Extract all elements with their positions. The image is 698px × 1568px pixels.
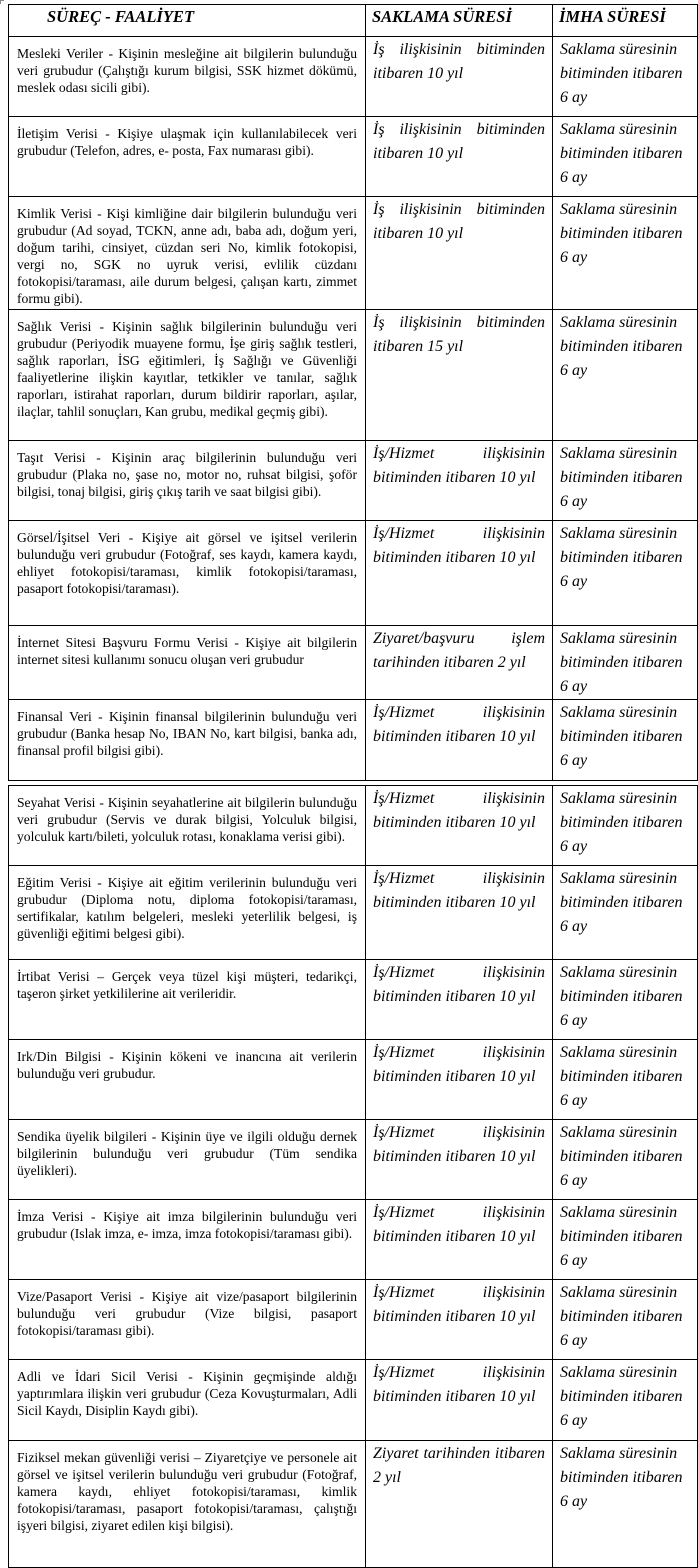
destruction-period: Saklama süresinin bitiminden itibaren 6 ay [553, 1040, 698, 1120]
table-row [9, 960, 698, 1040]
table-row [9, 441, 698, 521]
category-description: Eğitim Verisi - Kişiye ait eğitim verilerinin bulunduğu veri grubudur (Diploma notu, diploma fotokopisi/taraması, sertifikalar, katılım belgeleri, mesleki yeterlilik belgesi, iş güvenliği eğitimi belgesi gibi). [9, 866, 366, 960]
retention-period: İş/Hizmet ilişkisinin bitiminden itibaren 10 yıl [366, 866, 553, 960]
table-row [9, 866, 698, 960]
table-row [9, 521, 698, 626]
destruction-period: Saklama süresinin bitiminden itibaren 6 ay [553, 441, 698, 521]
retention-period: İş ilişkisinin bitiminden itibaren 10 yıl [366, 197, 553, 310]
category-description: Mesleki Veriler - Kişinin mesleğine ait bilgilerin bulunduğu veri grubudur (Çalıştığı kurum bilgisi, SSK hizmet dökümü, meslek odası sicili gibi). [9, 37, 366, 117]
category-description: Görsel/İşitsel Veri - Kişiye ait görsel ve işitsel verilerin bulunduğu veri grubudur (Fotoğraf, ses kaydı, kamera kaydı, ehliyet fotokopisi/taraması, kimlik fotokopisi/taraması, pasaport fotokopisi/taraması). [9, 521, 366, 626]
category-description: Sağlık Verisi - Kişinin sağlık bilgilerinin bulunduğu veri grubudur (Periyodik muayene formu, İşe giriş sağlık testleri, sağlık raporları, İSG eğitimleri, İş Sağlığı ve Güvenliği faaliyetlerine ilişkin kayıtlar, tetkikler ve tanılar, sağlık raporları, istirahat raporları, durum bildirir raporları, aşılar, ilaçlar, tahlil sonuçları, Kan grubu, medikal geçmiş gibi). [9, 310, 366, 441]
retention-period: İş/Hizmet ilişkisinin bitiminden itibaren 10 yıl [366, 1200, 553, 1280]
header-process: SÜREÇ - FAALİYET [9, 5, 366, 37]
retention-period: İş/Hizmet ilişkisinin bitiminden itibaren 10 yıl [366, 960, 553, 1040]
table-row [9, 626, 698, 700]
table-row [9, 1200, 698, 1280]
destruction-period: Saklama süresinin bitiminden itibaren 6 ay [553, 1280, 698, 1360]
category-description: Taşıt Verisi - Kişinin araç bilgilerinin bulunduğu veri grubudur (Plaka no, şase no, motor no, ruhsat bilgisi, şoför bilgisi, tonaj bilgisi, giriş çıkış tarih ve saat bilgisi gibi). [9, 441, 366, 521]
category-description: Sendika üyelik bilgileri - Kişinin üye ve ilgili olduğu dernek bilgilerinin bulunduğu veri grubudur (Tüm sendika üyelikleri). [9, 1120, 366, 1200]
table-row [9, 197, 698, 310]
retention-period: İş ilişkisinin bitiminden itibaren 15 yıl [366, 310, 553, 441]
retention-period: İş ilişkisinin bitiminden itibaren 10 yıl [366, 117, 553, 197]
category-description: Seyahat Verisi - Kişinin seyahatlerine ait bilgilerin bulunduğu veri grubudur (Servis ve durak bilgisi, Yolculuk bilgisi, yolculuk kartı/bileti, yolculuk rotası, konaklama verisi gibi). [9, 786, 366, 866]
header-retention: SAKLAMA SÜRESİ [366, 5, 553, 37]
destruction-period: Saklama süresinin bitiminden itibaren 6 ay [553, 866, 698, 960]
table-row [9, 1040, 698, 1120]
retention-table-1 [8, 4, 698, 781]
destruction-period: Saklama süresinin bitiminden itibaren 6 ay [553, 310, 698, 441]
retention-period: İş/Hizmet ilişkisinin bitiminden itibaren 10 yıl [366, 1360, 553, 1441]
category-description: İletişim Verisi - Kişiye ulaşmak için kullanılabilecek veri grubudur (Telefon, adres, e- posta, Fax numarası gibi). [9, 117, 366, 197]
header-destruction: İMHA SÜRESİ [553, 5, 698, 37]
destruction-period: Saklama süresinin bitiminden itibaren 6 ay [553, 521, 698, 626]
retention-period: İş/Hizmet ilişkisinin bitiminden itibaren 10 yıl [366, 441, 553, 521]
destruction-period: Saklama süresinin bitiminden itibaren 6 ay [553, 1441, 698, 1568]
retention-period: İş/Hizmet ilişkisinin bitiminden itibaren 10 yıl [366, 521, 553, 626]
retention-period: İş/Hizmet ilişkisinin bitiminden itibaren 10 yıl [366, 786, 553, 866]
table-row [9, 786, 698, 866]
destruction-period: Saklama süresinin bitiminden itibaren 6 ay [553, 700, 698, 781]
retention-period: İş/Hizmet ilişkisinin bitiminden itibaren 10 yıl [366, 1120, 553, 1200]
destruction-period: Saklama süresinin bitiminden itibaren 6 ay [553, 1200, 698, 1280]
destruction-period: Saklama süresinin bitiminden itibaren 6 ay [553, 786, 698, 866]
destruction-period: Saklama süresinin bitiminden itibaren 6 ay [553, 1120, 698, 1200]
destruction-period: Saklama süresinin bitiminden itibaren 6 ay [553, 37, 698, 117]
category-description: İrtibat Verisi – Gerçek veya tüzel kişi müşteri, tedarikçi, taşeron şirket yetkililerine ait verileridir. [9, 960, 366, 1040]
page-corner-mark [0, 0, 4, 4]
destruction-period: Saklama süresinin bitiminden itibaren 6 ay [553, 117, 698, 197]
retention-period: Ziyaret tarihinden itibaren 2 yıl [366, 1441, 553, 1568]
table-row [9, 117, 698, 197]
category-description: İmza Verisi - Kişiye ait imza bilgilerinin bulunduğu veri grubudur (Islak imza, e- imza, imza fotokopisi/taraması gibi). [9, 1200, 366, 1280]
retention-period: İş ilişkisinin bitiminden itibaren 10 yıl [366, 37, 553, 117]
category-description: Fiziksel mekan güvenliği verisi – Ziyaretçiye ve personele ait görsel ve işitsel verilerin bulunduğu veri grubudur (Fotoğraf, kamera kaydı, ehliyet fotokopisi/taraması, kimlik fotokopisi/taraması, pasaport fotokopisi/taraması, çalıştığı işyeri bilgisi, ziyaret edilen kişi bilgisi). [9, 1441, 366, 1568]
retention-period: İş/Hizmet ilişkisinin bitiminden itibaren 10 yıl [366, 700, 553, 781]
retention-period: İş/Hizmet ilişkisinin bitiminden itibaren 10 yıl [366, 1040, 553, 1120]
header-row [9, 5, 698, 37]
retention-period: Ziyaret/başvuru işlem tarihinden itibaren 2 yıl [366, 626, 553, 700]
retention-period: İş/Hizmet ilişkisinin bitiminden itibaren 10 yıl [366, 1280, 553, 1360]
table-row [9, 310, 698, 441]
category-description: Vize/Pasaport Verisi - Kişiye ait vize/pasaport bilgilerinin bulunduğu veri grubudur (Vize bilgisi, pasaport fotokopisi/taraması gibi). [9, 1280, 366, 1360]
destruction-period: Saklama süresinin bitiminden itibaren 6 ay [553, 960, 698, 1040]
category-description: Kimlik Verisi - Kişi kimliğine dair bilgilerin bulunduğu veri grubudur (Ad soyad, TCKN, anne adı, baba adı, doğum yeri, doğum tarihi, cinsiyet, cüzdan seri No, kimlik fotokopisi, vergi no, SGK no uyruk verisi, evlilik cüzdanı fotokopisi/taraması, aile durum belgesi, çalışan kartı, zimmet formu gibi). [9, 197, 366, 310]
destruction-period: Saklama süresinin bitiminden itibaren 6 ay [553, 1360, 698, 1441]
table-row [9, 1280, 698, 1360]
category-description: Irk/Din Bilgisi - Kişinin kökeni ve inancına ait verilerin bulunduğu veri grubudur. [9, 1040, 366, 1120]
table-row [9, 700, 698, 781]
category-description: Adli ve İdari Sicil Verisi - Kişinin geçmişinde aldığı yaptırımlara ilişkin veri grubudur (Ceza Kovuşturmaları, Adli Sicil Kaydı, Disiplin Kaydı gibi). [9, 1360, 366, 1441]
table-row [9, 1441, 698, 1568]
category-description: Finansal Veri - Kişinin finansal bilgilerinin bulunduğu veri grubudur (Banka hesap No, IBAN No, kart bilgisi, banka adı, finansal profil bilgisi gibi). [9, 700, 366, 781]
destruction-period: Saklama süresinin bitiminden itibaren 6 ay [553, 197, 698, 310]
table-row [9, 37, 698, 117]
destruction-period: Saklama süresinin bitiminden itibaren 6 ay [553, 626, 698, 700]
category-description: İnternet Sitesi Başvuru Formu Verisi - Kişiye ait bilgilerin internet sitesi kullanımı sonucu oluşan veri grubudur [9, 626, 366, 700]
retention-table-2 [8, 785, 698, 1568]
table-row [9, 1360, 698, 1441]
table-row [9, 1120, 698, 1200]
